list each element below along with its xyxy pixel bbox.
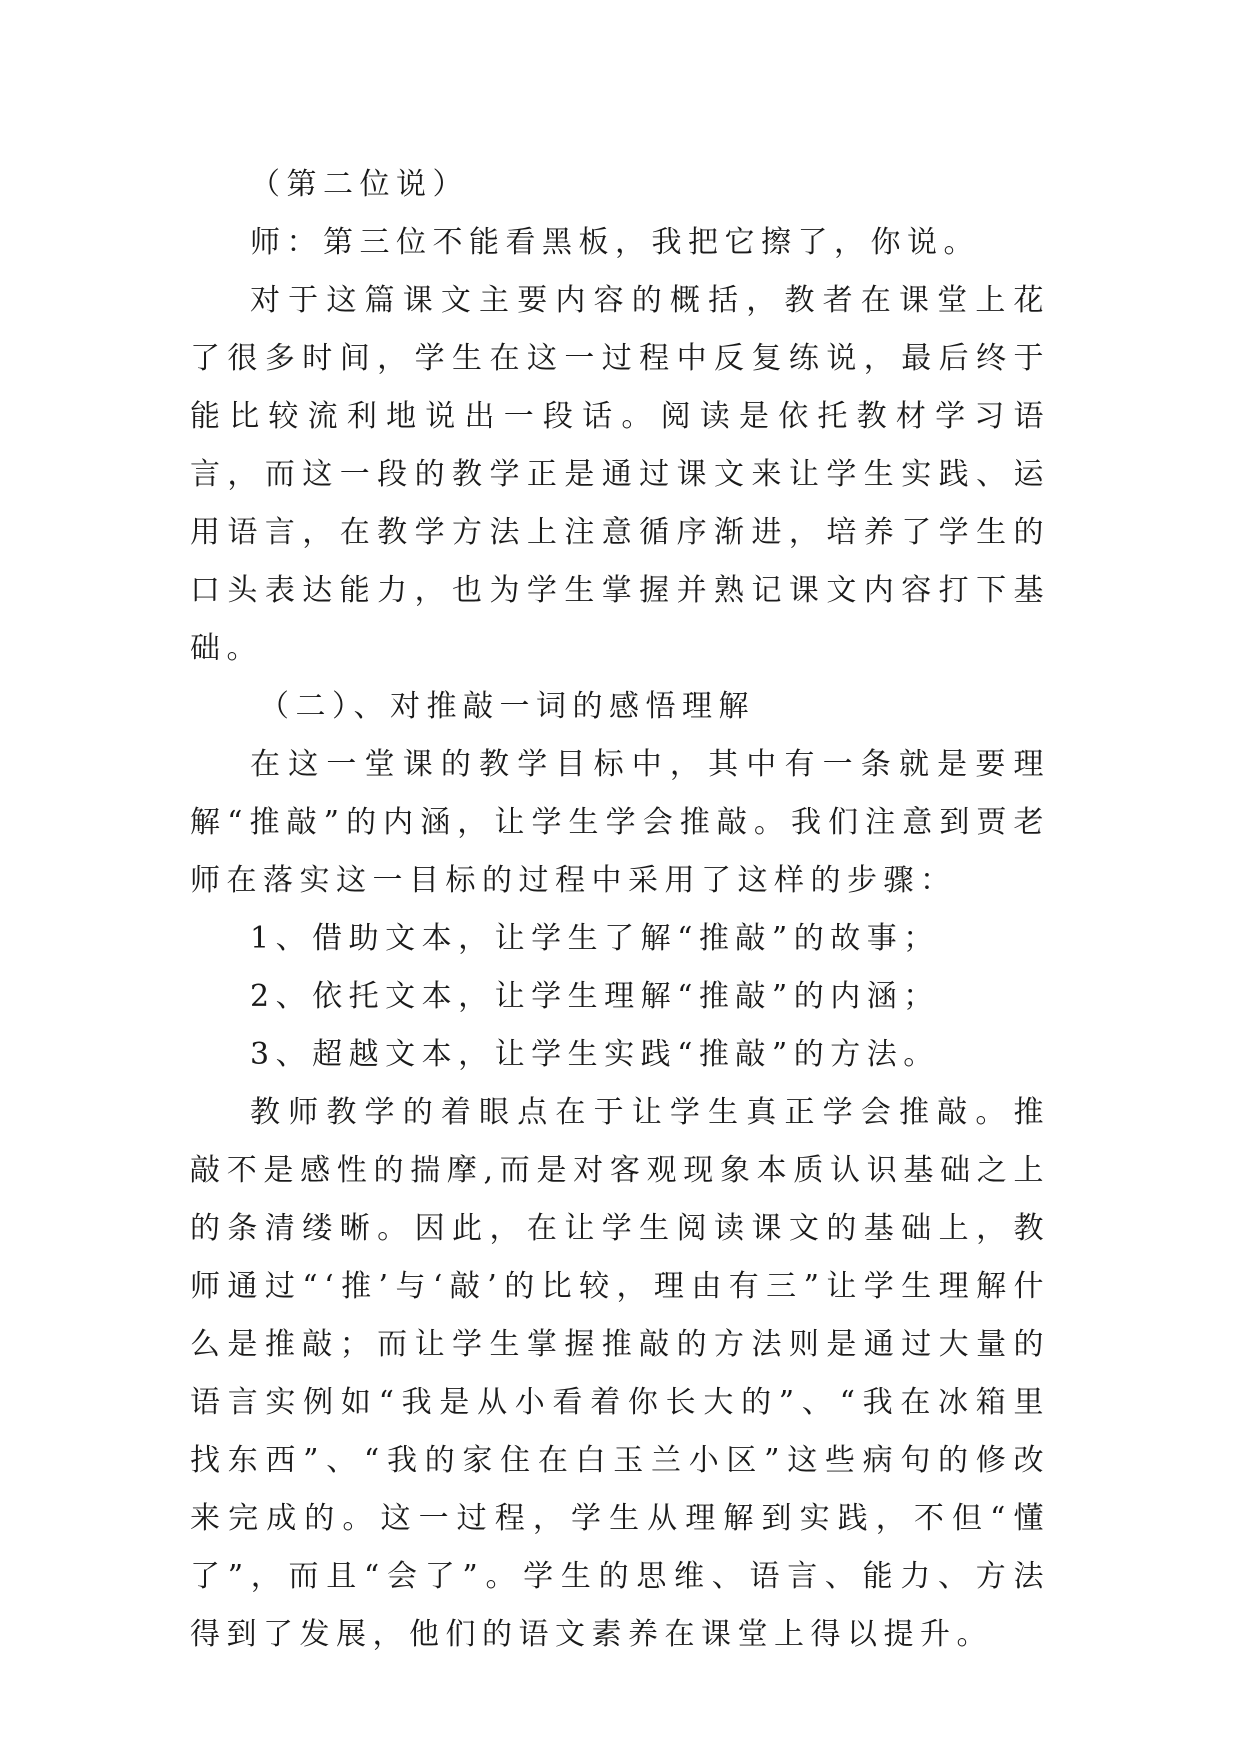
paragraph-teacher-line: 师：第三位不能看黑板，我把它擦了，你说。 [250, 225, 980, 260]
list-item-step-1: 1、借助文本，让学生了解“推敲”的故事； [250, 921, 940, 956]
list-item-step-2: 2、依托文本，让学生理解“推敲”的内涵； [250, 979, 940, 1014]
list-item-step-3: 3、超越文本，让学生实践“推敲”的方法。 [250, 1037, 940, 1072]
section-heading: （二）、对推敲一词的感悟理解 [259, 689, 755, 724]
document-body [190, 156, 1050, 1664]
paragraph-analysis: 教师教学的着眼点在于让学生真正学会推敲。推敲不是感性的揣摩,而是对客观现象本质认识基础之上的条清缕晰。因此，在让学生阅读课文的基础上，教师通过“‘推’与‘敲’的比较，理由有三”让学生理解什么是推敲；而让学生掌握推敲的方法则是通过大量的语言实例如“我是从小看着你长大的”、“我在冰箱里找东西”、“我的家住在白玉兰小区”这些病句的修改来完成的。这一过程，学生从理解到实践，不但“懂了”，而且“会了”。学生的思维、语言、能力、方法得到了发展，他们的语文素养在课堂上得以提升。 [190, 1095, 1050, 1652]
paragraph-teaching-goal: 在这一堂课的教学目标中，其中有一条就是要理解“推敲”的内涵，让学生学会推敲。我们注意到贾老师在落实这一目标的过程中采用了这样的步骤： [190, 747, 1050, 898]
paragraph-speaker-note: （第二位说） [250, 167, 469, 202]
paragraph-summary-comment: 对于这篇课文主要内容的概括，教者在课堂上花了很多时间，学生在这一过程中反复练说，最后终于能比较流利地说出一段话。阅读是依托教材学习语言，而这一段的教学正是通过课文来让学生实践、运用语言，在教学方法上注意循序渐进，培养了学生的口头表达能力，也为学生掌握并熟记课文内容打下基础。 [190, 283, 1050, 666]
